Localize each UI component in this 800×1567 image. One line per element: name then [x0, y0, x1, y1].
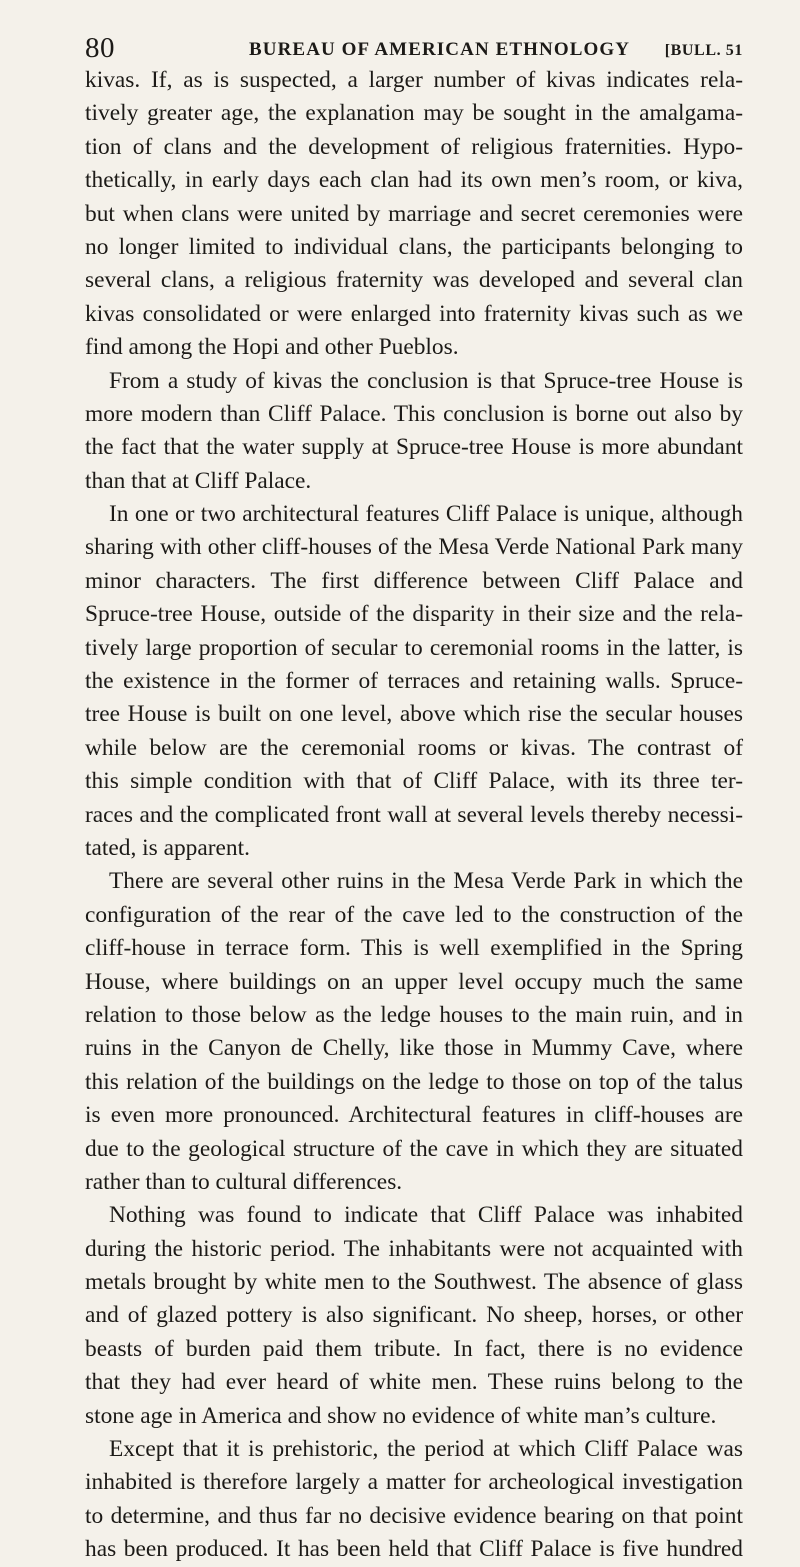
text-line: rather than to cultural differences. — [85, 1168, 403, 1195]
text-line: due to the geological structure of the cave in which they are situated — [85, 1135, 743, 1162]
text-line: several clans, a religious fraternity was developed and several clan — [85, 267, 743, 294]
text-line: Except that it is prehistoric, the period at which Cliff Palace was — [109, 1436, 743, 1463]
text-line: From a study of kivas the conclusion is that Spruce-tree House is — [109, 367, 743, 394]
text-line: tated, is apparent. — [85, 834, 250, 861]
text-line: In one or two architectural features Cliff Palace is unique, although — [109, 501, 743, 528]
journal-title: BUREAU OF AMERICAN ETHNOLOGY — [249, 39, 631, 60]
text-line: while below are the ceremonial rooms or kivas. The contrast of — [85, 734, 743, 761]
text-line: thetically, in early days each clan had its own men’s room, or kiva, — [85, 167, 743, 194]
text-line: this simple condition with that of Cliff Palace, with its three ter- — [85, 768, 743, 795]
text-line: no longer limited to individual clans, the participants belonging to — [85, 233, 743, 260]
text-line: that they had ever heard of white men. These ruins belong to the — [85, 1369, 743, 1396]
text-line: relation to those below as the ledge houses to the main ruin, and in — [85, 1001, 743, 1028]
text-line: races and the complicated front wall at several levels thereby necessi- — [85, 801, 743, 828]
text-line: tively greater age, the explanation may be sought in the amalgama- — [85, 100, 743, 127]
text-line: and of glazed pottery is also significant. No sheep, horses, or other — [85, 1302, 743, 1329]
text-line: the existence in the former of terraces and retaining walls. Spruce- — [85, 668, 743, 695]
text-line: has been produced. It has been held that Cliff Palace is five hundred — [85, 1536, 743, 1563]
text-line: Nothing was found to indicate that Cliff Palace was inhabited — [109, 1202, 743, 1229]
text-line: tively large proportion of secular to ceremonial rooms in the latter, is — [85, 634, 743, 661]
text-line: ruins in the Canyon de Chelly, like those in Mummy Cave, where — [85, 1035, 743, 1062]
text-line: is even more pronounced. Architectural features in cliff-houses are — [85, 1102, 743, 1129]
text-line: than that at Cliff Palace. — [85, 467, 312, 494]
text-line: sharing with other cliff-houses of the Mesa Verde National Park many — [85, 534, 743, 561]
text-line: but when clans were united by marriage and secret ceremonies were — [85, 200, 743, 227]
text-line: beasts of burden paid them tribute. In fact, there is no evidence — [85, 1335, 743, 1362]
text-line: this relation of the buildings on the ledge to those on top of the talus — [85, 1068, 743, 1095]
page-number: 80 — [85, 32, 115, 64]
text-line: tion of clans and the development of religious fraternities. Hypo- — [85, 133, 743, 160]
bulletin-reference: [BULL. 51 — [664, 42, 743, 59]
text-line: tree House is built on one level, above which rise the secular houses — [85, 701, 743, 728]
text-line: kivas consolidated or were enlarged into fraternity kivas such as we — [85, 300, 743, 327]
text-line: cliff-house in terrace form. This is well exemplified in the Spring — [85, 935, 743, 962]
text-line: to determine, and thus far no decisive evidence bearing on that point — [85, 1502, 743, 1529]
text-line: kivas. If, as is suspected, a larger number of kivas indicates rela- — [85, 67, 743, 93]
text-line: during the historic period. The inhabitants were not acquainted with — [85, 1235, 743, 1262]
text-line: There are several other ruins in the Mesa Verde Park in which the — [109, 868, 743, 895]
text-line: find among the Hopi and other Pueblos. — [85, 334, 459, 361]
text-line: House, where buildings on an upper level occupy much the same — [85, 968, 743, 995]
body-text — [85, 64, 743, 1567]
text-line: metals brought by white men to the Southwest. The absence of glass — [85, 1269, 743, 1296]
text-line: stone age in America and show no evidence of white man’s culture. — [85, 1402, 717, 1429]
running-head — [85, 34, 743, 62]
text-line: the fact that the water supply at Spruce-tree House is more abundant — [85, 434, 743, 461]
text-line: configuration of the rear of the cave led to the construction of the — [85, 901, 743, 928]
text-line: inhabited is therefore largely a matter for archeological investigation — [85, 1469, 743, 1496]
text-line: Spruce-tree House, outside of the disparity in their size and the rela- — [85, 601, 743, 628]
text-line: minor characters. The first difference between Cliff Palace and — [85, 567, 743, 594]
text-line: more modern than Cliff Palace. This conclusion is borne out also by — [85, 400, 743, 427]
